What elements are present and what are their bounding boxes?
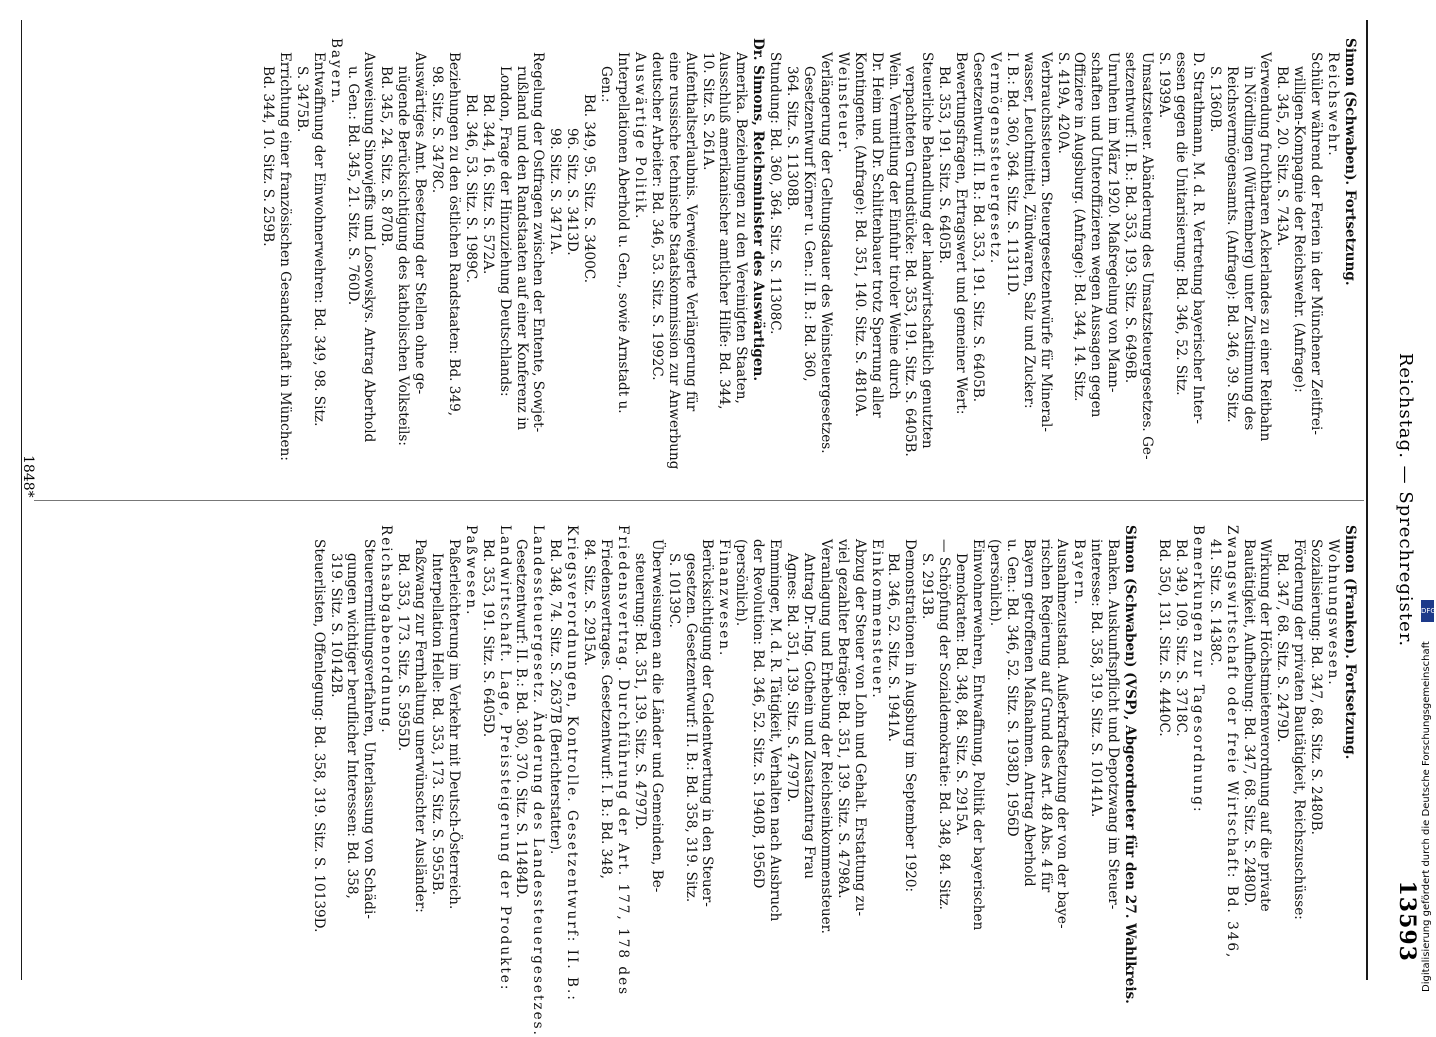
entry-line: steuerung: Bd. 351, 139. Sitz. S. 4797D. [631, 553, 648, 831]
entry-line: I. B.: Bd. 360, 364. Sitz. S. 11311D. [1003, 52, 1020, 297]
entry-line: rußland und den Randstaaten auf einer Konferenz in [513, 66, 530, 431]
entry-line: Bd. 346, 53. Sitz. S. 1989C. [462, 94, 479, 284]
subject-heading: Kriegsverordnungen, Kontrolle. Gesetzentwurf: II. B.: [564, 525, 581, 1002]
entry-line: Bd. 345, 24. Sitz. S. 870B. [378, 66, 395, 247]
entry-line: in Nördlingen (Württemberg) unter Zustimmung des [1240, 66, 1257, 431]
entry-line: Unruhen im März 1920. Maßregelung von Mann- [1105, 52, 1122, 393]
entry-line: S. 10139C. [665, 553, 682, 628]
bottom-rule [21, 20, 22, 980]
entry-line: Offiziere in Augsburg. (Anfrage): Bd. 344, 14. Sitz. [1071, 52, 1088, 402]
entry-line: nügende Berücksichtigung des katholischen Volksteils: [395, 66, 412, 446]
entry-line: Steuerermittlungsverfahren, Unterlassung von Schädi- [361, 539, 378, 919]
entry-line: Emminger, M. d. R. Tätigkeit, Verhalten nach Ausbruch [767, 539, 784, 922]
entry-line: 41. Sitz. S. 1438C. [1206, 539, 1223, 667]
entry-line: Amerika. Beziehungen zu den Vereinigten Staaten, [733, 52, 750, 404]
entry-line: verpachteten Grundstücke: Bd. 353, 191. Sitz. S. 6405B. [902, 66, 919, 457]
entry-line: Paßzwang zur Fernhaltung unerwünschter Ausländer: [412, 539, 429, 913]
entry-line: 98. Sitz. S. 3471A. [547, 128, 564, 256]
entry-line: Steuerliche Behandlung der landwirtschaftlich genutzten [919, 52, 936, 449]
entry-line: (persönlich). [733, 539, 750, 627]
entry-line: D. Strathmann, M. d. R. Vertretung bayerischer Inter- [1189, 52, 1206, 425]
entry-line: Kontingente. (Anfrage): Bd. 351, 140. Sitz. S. 4810A. [851, 52, 868, 418]
entry-line: Demonstrationen in Augsburg im September 1920: [902, 539, 919, 893]
entry-line: Stundung: Bd. 360, 364. Sitz. S. 11308C. [767, 52, 784, 335]
credit-text: Digitalisierung gefördert durch die Deutsche Forschungsgemeinschaft [1421, 641, 1432, 992]
entry-line: Bd. 345, 20. Sitz. S. 743A. [1274, 66, 1291, 247]
entry-line: wasser, Leuchtmittel, Zündwaren, Salz und Zucker: [1020, 52, 1037, 409]
entry-line: Banken. Auskunftspflicht und Depotzwang im Steuer- [1105, 539, 1122, 910]
entry-line: 364. Sitz. S. 11308B. [784, 66, 801, 211]
entry-line: (persönlich). [986, 539, 1003, 627]
entry-line: Errichtung einer französischen Gesandtschaft in München: [276, 52, 293, 461]
subject-heading: Weinsteuer. [834, 52, 851, 155]
left-column [310, 525, 1358, 1037]
entry-heading: Simon (Franken). Fortsetzung. [1342, 525, 1358, 760]
entry-line: S. 1939A. [1156, 52, 1173, 119]
entry-line: Demokraten: Bd. 348, 84. Sitz. S. 2915A. [953, 553, 970, 837]
entry-line: Interpellation Helle: Bd. 353, 173. Sitz. S. 5955B. [428, 553, 445, 896]
entry-line: S. 2913B. [919, 553, 936, 620]
entry-line: Bd. 353, 191. Sitz. S. 6405B. [936, 66, 953, 264]
entry-line: Umsatzsteuer. Abänderung des Umsatzsteuergesetzes. Ge- [1139, 52, 1156, 460]
entry-line: Gesetzentwurf: II. B.: Bd. 360, 370. Sitz. S. 11484D. [513, 539, 530, 899]
entry-line: Steuerlisten, Offenlegung: Bd. 358, 319. Sitz. S. 10139D. [310, 539, 327, 933]
entry-line: Agnes: Bd. 351, 139. Sitz. S. 4797D. [784, 553, 800, 803]
entry-line: London, Frage der Hinzuziehung Deutschlands: [496, 66, 513, 397]
entry-line: Überweisungen an die Länder und Gemeinden, Be- [648, 539, 665, 893]
entry-line: Abzug der Steuer von Lohn und Gehalt. Erstattung zu- [851, 539, 868, 917]
entry-line: S. 1360B. [1206, 66, 1223, 133]
subject-heading: Landwirtschaft. Lage, Preissteigerung der Produkte: [496, 525, 513, 992]
right-column [259, 38, 1358, 470]
entry-line: 10. Sitz. S. 261A. [699, 52, 716, 171]
entry-heading: Simon (Schwaben) (VSP), Abgeordneter für den 27. Wahlkreis. [1122, 525, 1139, 1004]
entry-heading: Dr. Simons, Reichsminister des Auswärtigen. [750, 38, 767, 382]
entry-line: Ausnahmezustand. Außerkraftsetzung der von der baye- [1054, 539, 1071, 929]
entry-line: Bd. 349, 95. Sitz. S. 3400C. [581, 94, 598, 284]
entry-line: 84. Sitz. S. 2915A. [581, 539, 598, 667]
entry-line: Verlängerung der Geltungsdauer des Weinsteuergesetzes. [817, 52, 834, 454]
entry-line: Wein. Vermittlung der Einfuhr tiroler Weine durch [885, 52, 902, 400]
entry-line: Beziehungen zu den östlichen Randstaaten: Bd. 349, [445, 52, 462, 417]
subject-heading: Paßwesen. [462, 525, 479, 617]
subject-heading: Reichsabgabenordnung. [378, 525, 395, 735]
entry-line: eine russische technische Staatskommission zur Anwerbung [665, 52, 682, 470]
entry-line: Bd. 349, 109. Sitz. S. 3718C. [1172, 539, 1189, 737]
entry-line: setzentwurf: II. B.: Bd. 353, 193. Sitz. S. 6496B. [1122, 52, 1139, 384]
entry-line: Einwohnerwehren, Entwaffnung, Politik der bayerischen [969, 539, 986, 931]
subject-heading: Vermögenssteuergesetz. [986, 52, 1003, 266]
entry-line: Förderung der privaten Bautätigkeit, Reichszuschüsse: [1291, 539, 1308, 920]
subject-heading: Bayern. [1071, 539, 1088, 607]
entry-line: Friedensvertrages. Gesetzentwurf: I. B.: Bd. 348, [598, 539, 615, 879]
entry-line: Ausweisung Sinowjeffs und Losowskys. Antrag Aberhold [361, 52, 378, 443]
entry-line: Gen.: [598, 66, 615, 103]
entry-line: Gesetzentwurf: II. B.: Bd. 353, 191. Sitz. S. 6405B. [970, 52, 987, 403]
entry-line: Bautätigkeit, Aufhebung: Bd. 347, 68. Sitz. S. 2480D. [1240, 539, 1257, 907]
entry-line: Dr. Heim und Dr. Schlittenbauer trotz Sperrung aller [868, 52, 885, 418]
entry-line: rischen Regierung auf Grund des Art. 48 Abs. 4 für [1037, 539, 1054, 893]
entry-line: Auswärtiges Amt. Besetzung der Stellen ohne ge- [412, 52, 429, 395]
entry-line: viel gezahlter Beträge: Bd. 351, 139. Sitz. S. 4798A. [834, 539, 851, 899]
entry-line: Bd. 347, 68. Sitz. S. 2479D. [1274, 553, 1291, 743]
entry-line: Bd. 353, 191. Sitz. S. 6405D. [479, 539, 496, 738]
entry-line: Sozialisierung: Bd. 347, 68. Sitz. S. 2480B. [1308, 539, 1325, 835]
entry-line: Verbrauchssteuern. Steuergesetzentwürfe für Mineral- [1037, 52, 1054, 432]
footer-page-mark: 1848* [20, 455, 36, 498]
entry-line: Bd. 353, 173. Sitz. S. 5955D. [395, 553, 412, 752]
entry-line: Ausschluß amerikanischer amtlicher Hilfe: Bd. 344, [716, 52, 733, 410]
entry-line: Antrag Dr.-Ing. Gothein und Zusatzantrag Frau [800, 553, 817, 879]
subject-heading: Friedensvertrag. Durchführung der Art. 177, 178 des [614, 525, 631, 997]
entry-heading: Simon (Schwaben). Fortsetzung. [1342, 38, 1358, 286]
entry-line: 98. Sitz. S. 3478C. [429, 66, 446, 194]
entry-line: Reichsvermögensamts. (Anfrage): Bd. 346, 39. Sitz. [1223, 66, 1240, 423]
column-divider [34, 500, 1364, 501]
entry-line: schaften und Unteroffizieren wegen Aussagen gegen [1088, 52, 1105, 418]
entry-line: Verwendung fruchtbaren Ackerlandes zu einer Reitbahn [1257, 52, 1274, 442]
entry-line: Bayern getroffenen Maßnahmen. Antrag Aberhold [1020, 539, 1037, 887]
entry-line: gesetzen. Gesetzentwurf: II. B.: Bd. 358, 319. Sitz. [682, 553, 699, 903]
entry-line: 96. Sitz. S. 3413D. [564, 128, 581, 256]
entry-line: — Schöpfung der Sozialdemokratie: Bd. 348, 84. Sitz. [936, 539, 953, 910]
entry-line: interesse: Bd. 358, 319. Sitz. S. 10141A. [1088, 539, 1105, 818]
entry-line: u. Gen.: Bd. 346, 52. Sitz. S. 1938D, 1956D [1003, 539, 1020, 837]
entry-line: Aufenthaltserlaubnis. Verweigerte Verlängerung für [682, 52, 699, 412]
entry-line: Wirkung der Höchstmietenverordnung auf die private [1257, 539, 1274, 912]
entry-line: S. 419A, 420A. [1054, 52, 1071, 154]
entry-line: der Revolution: Bd. 346, 52. Sitz. S. 1940B, 1956D [750, 539, 767, 889]
entry-line: willigen-Kompagnie der Reichswehr. (Anfrage): [1291, 66, 1308, 393]
entry-line: Bewertungsfragen, Ertragswert und gemeiner Wert: [953, 52, 970, 415]
digitization-credit [1421, 600, 1435, 1000]
subject-heading: Zwangswirtschaft oder freie Wirtschaft: Bd. 346, [1223, 525, 1240, 960]
blank-line [1138, 525, 1155, 935]
page-number: 13593 [1394, 880, 1420, 962]
subject-heading: Finanzwesen. [716, 539, 733, 658]
entry-line: gungen wichtiger beruflicher Interessen: Bd. 358, [344, 553, 361, 899]
subject-heading: Landessteuergesetz. Änderung des Landessteuergesetzes. [530, 525, 547, 1037]
entry-line: essen gegen die Unitarisierung: Bd. 346, 52. Sitz. [1172, 52, 1189, 396]
entry-line: Bd. 348, 74. Sitz. S. 2637B (Berichterstatter). [547, 539, 564, 855]
entry-line: deutscher Arbeiter: Bd. 346, 53. Sitz. S. 1992C. [648, 52, 665, 381]
subject-heading: Reichswehr. [1325, 52, 1342, 158]
entry-line: Bd. 344, 16. Sitz. S. 572A. [479, 94, 496, 275]
entry-line: 319. Sitz. S. 10142B. [327, 553, 344, 698]
dfg-logo-icon: DFG [1421, 600, 1434, 622]
entry-line: u. Gen.: Bd. 345, 21. Sitz. S. 760D. [344, 66, 361, 306]
entry-line: Paßerleichterung im Verkehr mit Deutsch-Österreich. [445, 539, 462, 910]
entry-line: Bd. 344, 10. Sitz. S. 259B. [260, 66, 276, 247]
running-title: Reichstag. — Sprechregister. [1395, 352, 1416, 648]
entry-line: Interpellationen Aberhold u. Gen., sowie Arnstadt u. [615, 52, 632, 414]
subject-heading: Bemerkungen zur Tagesordnung: [1189, 525, 1206, 814]
entry-line: Bd. 346, 52. Sitz. S. 1941A. [885, 553, 902, 742]
entry-line: Regelung der Ostfragen zwischen der Entente, Sowjet- [530, 52, 547, 433]
entry-line: Bd. 350, 131. Sitz. S. 4440C. [1156, 539, 1173, 737]
entry-line: S. 3475B. [293, 66, 310, 133]
entry-line: Gesetzentwurf Körner u. Gen.: II. B.: Bd. 360, [801, 66, 817, 382]
subject-heading: Wohnungswesen. [1325, 539, 1342, 687]
subject-heading: Bayern. [327, 38, 344, 106]
subject-heading: Einkommensteuer. [868, 539, 885, 700]
subject-heading: Auswärtige Politik. [631, 52, 648, 221]
entry-line: Berücksichtigung der Geldentwertung in den Steuer- [699, 539, 716, 907]
entry-line: Veranlagung und Erhebung der Reichseinkommensteuer. [817, 539, 834, 934]
entry-line: Entwaffnung der Einwohnerwehren: Bd. 349, 98. Sitz. [310, 52, 327, 427]
entry-line: Schüler während der Ferien in der Münchener Zeitfrei- [1308, 52, 1325, 435]
